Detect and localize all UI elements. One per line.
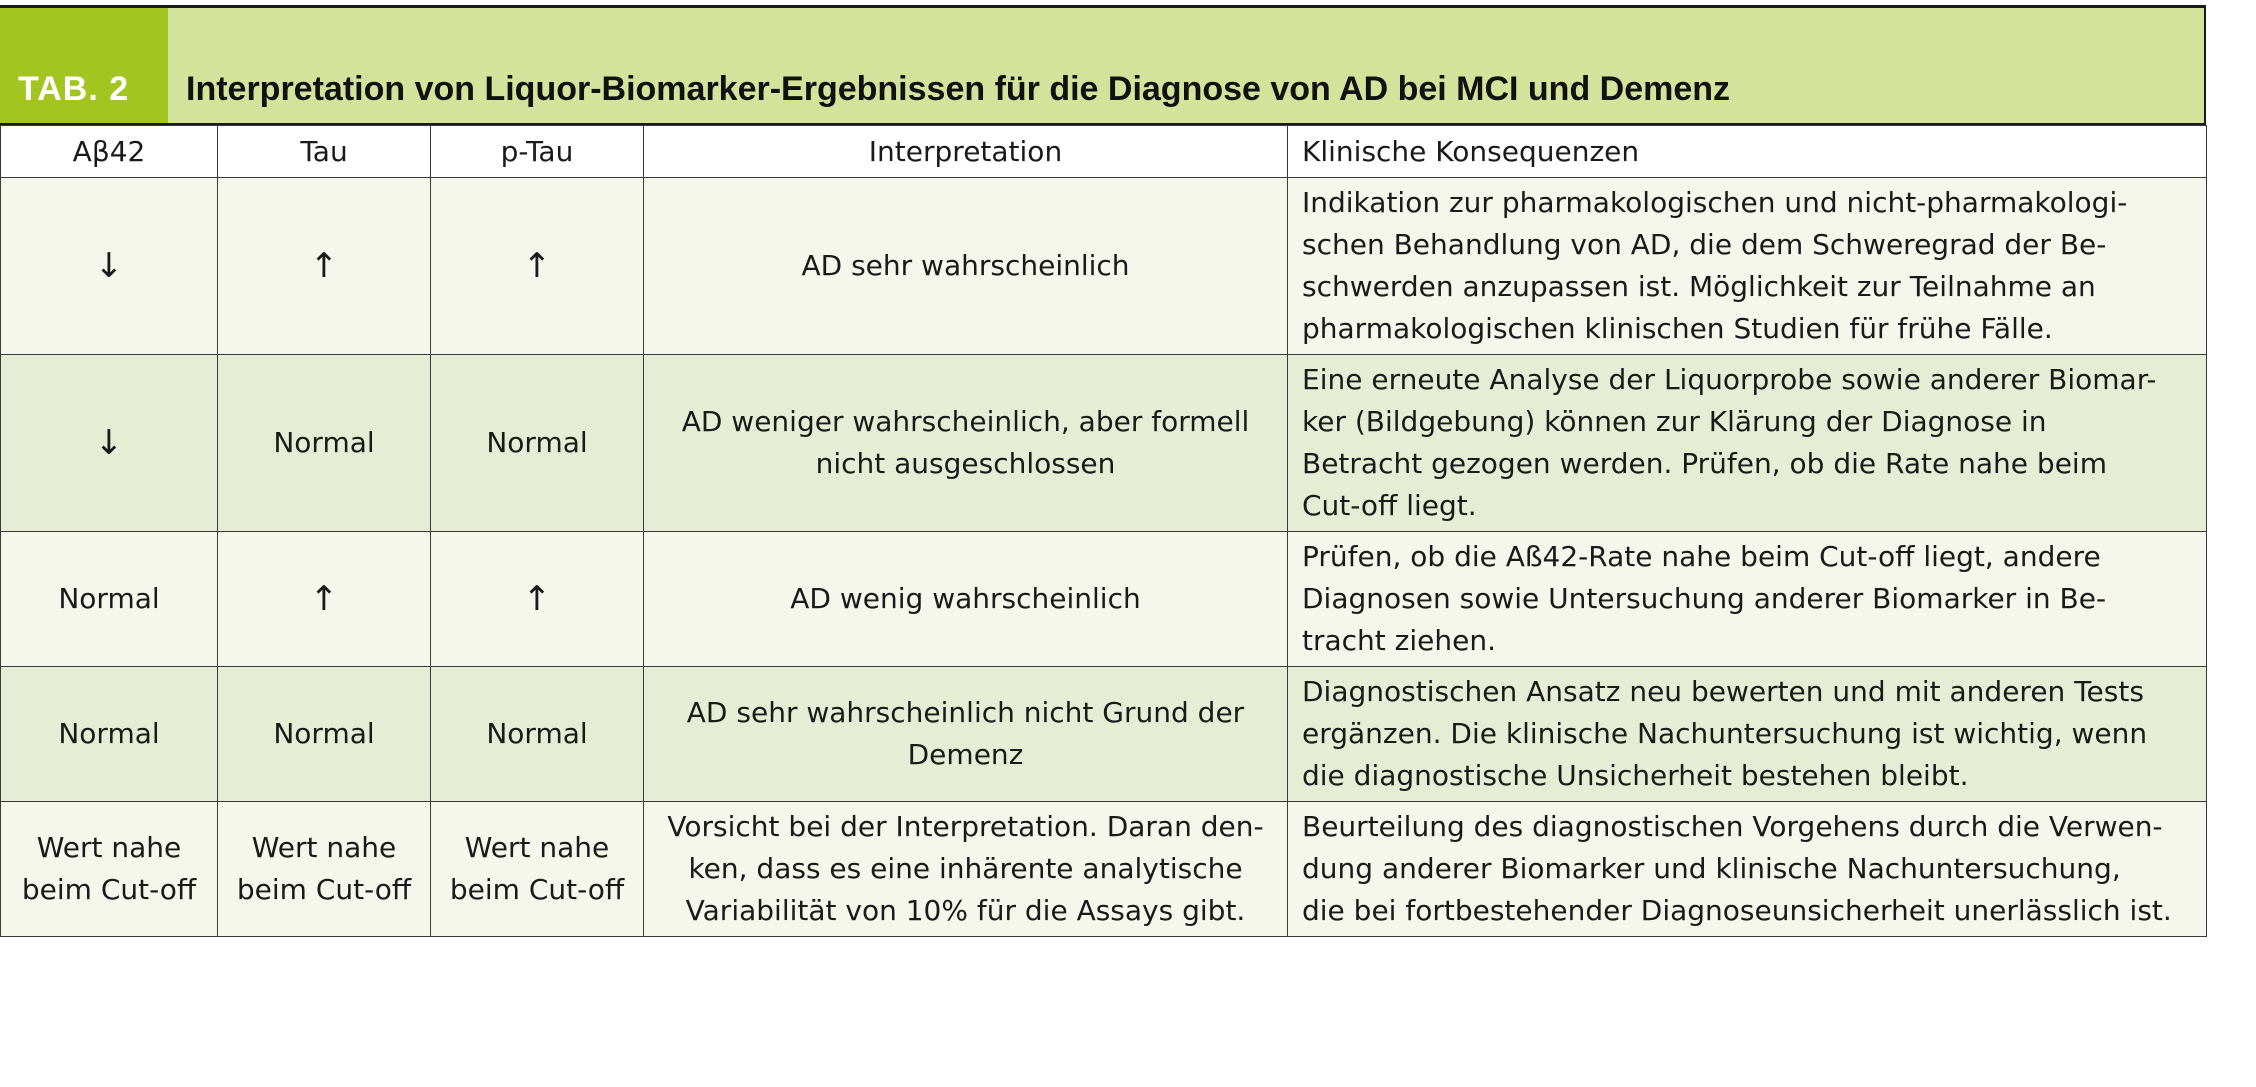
biomarker-table [0,125,2207,937]
cell-line: AD wenig wahrscheinlich [790,582,1141,615]
header-abeta42: Aβ42 [1,126,218,178]
cell-line: AD sehr wahrscheinlich [801,249,1130,282]
cell-interpretation [644,802,1288,937]
cell-abeta42: Normal [1,667,218,802]
cell-tau: ↑ [218,178,431,355]
cell-ptau: Normal [431,355,644,532]
cell-ptau: ↑ [431,178,644,355]
cell-line: die diagnostische Unsicherheit bestehen bleibt. [1302,759,1969,792]
cell-tau: Normal [218,667,431,802]
table-title-bar [0,5,2206,125]
cell-ptau: ↑ [431,532,644,667]
cell-ptau: Normal [431,667,644,802]
table-title [168,8,2204,123]
cell-line: Cut-off liegt. [1302,489,1477,522]
cell-interpretation [644,355,1288,532]
cell-line: AD sehr wahrscheinlich nicht Grund der [686,696,1245,729]
cell-consequences [1288,355,2207,532]
cell-line: AD weniger wahrscheinlich, aber formell [681,405,1250,438]
cell-tau [218,802,431,937]
header-row [1,126,2207,178]
cell-line: Prüfen, ob die Aß42-Rate nahe beim Cut-off liegt, andere [1302,540,2101,573]
cell-line: schwerden anzupassen ist. Möglichkeit zur Teilnahme an [1302,270,2096,303]
cell-abeta42: ↓ [1,178,218,355]
cell-line: Variabilität von 10% für die Assays gibt. [685,894,1246,927]
cell-abeta42 [1,802,218,937]
cell-line: Wert nahe [464,831,610,864]
cell-ptau [431,802,644,937]
header-consequences: Klinische Konsequenzen [1288,126,2207,178]
cell-line: Demenz [907,738,1024,771]
table-row [1,802,2207,937]
cell-line: dung anderer Biomarker und klinische Nachuntersuchung, [1302,852,2121,885]
cell-line: nicht ausgeschlossen [815,447,1116,480]
cell-line: pharmakologischen klinischen Studien für frühe Fälle. [1302,312,2053,345]
table-title-text: Interpretation von Liquor-Biomarker-Ergebnissen für die Diagnose von AD bei MCI und Demenz [186,70,1731,108]
cell-interpretation [644,178,1288,355]
cell-abeta42: ↓ [1,355,218,532]
cell-abeta42: Normal [1,532,218,667]
cell-tau: ↑ [218,532,431,667]
cell-line: ken, dass es eine inhärente analytische [688,852,1243,885]
cell-line: ker (Bildgebung) können zur Klärung der Diagnose in [1302,405,2047,438]
header-interpretation: Interpretation [644,126,1288,178]
table-row [1,355,2207,532]
cell-consequences [1288,802,2207,937]
cell-line: Indikation zur pharmakologischen und nicht-pharmakologi- [1302,186,2128,219]
cell-line: beim Cut-off [236,873,412,906]
cell-tau: Normal [218,355,431,532]
cell-line: beim Cut-off [449,873,625,906]
cell-line: schen Behandlung von AD, die dem Schweregrad der Be- [1302,228,2107,261]
table-container [0,5,2206,937]
cell-consequences [1288,532,2207,667]
table-row [1,178,2207,355]
header-tau: Tau [218,126,431,178]
cell-line: ergänzen. Die klinische Nachuntersuchung ist wichtig, wenn [1302,717,2148,750]
cell-line: Vorsicht bei der Interpretation. Daran den- [667,810,1264,843]
cell-line: Eine erneute Analyse der Liquorprobe sowie anderer Biomar- [1302,363,2157,396]
cell-line: die bei fortbestehender Diagnoseunsicherheit unerlässlich ist. [1302,894,2172,927]
cell-line: Diagnosen sowie Untersuchung anderer Biomarker in Be- [1302,582,2107,615]
cell-line: beim Cut-off [21,873,197,906]
header-ptau: p-Tau [431,126,644,178]
cell-line: Beurteilung des diagnostischen Vorgehens durch die Verwen- [1302,810,2163,843]
cell-interpretation [644,532,1288,667]
cell-interpretation [644,667,1288,802]
cell-line: tracht ziehen. [1302,624,1496,657]
table-row [1,532,2207,667]
table-number-label: TAB. 2 [0,8,168,123]
cell-line: Wert nahe [251,831,397,864]
table-row [1,667,2207,802]
cell-line: Betracht gezogen werden. Prüfen, ob die Rate nahe beim [1302,447,2107,480]
cell-line: Diagnostischen Ansatz neu bewerten und mit anderen Tests [1302,675,2144,708]
cell-consequences [1288,178,2207,355]
cell-consequences [1288,667,2207,802]
cell-line: Wert nahe [36,831,182,864]
